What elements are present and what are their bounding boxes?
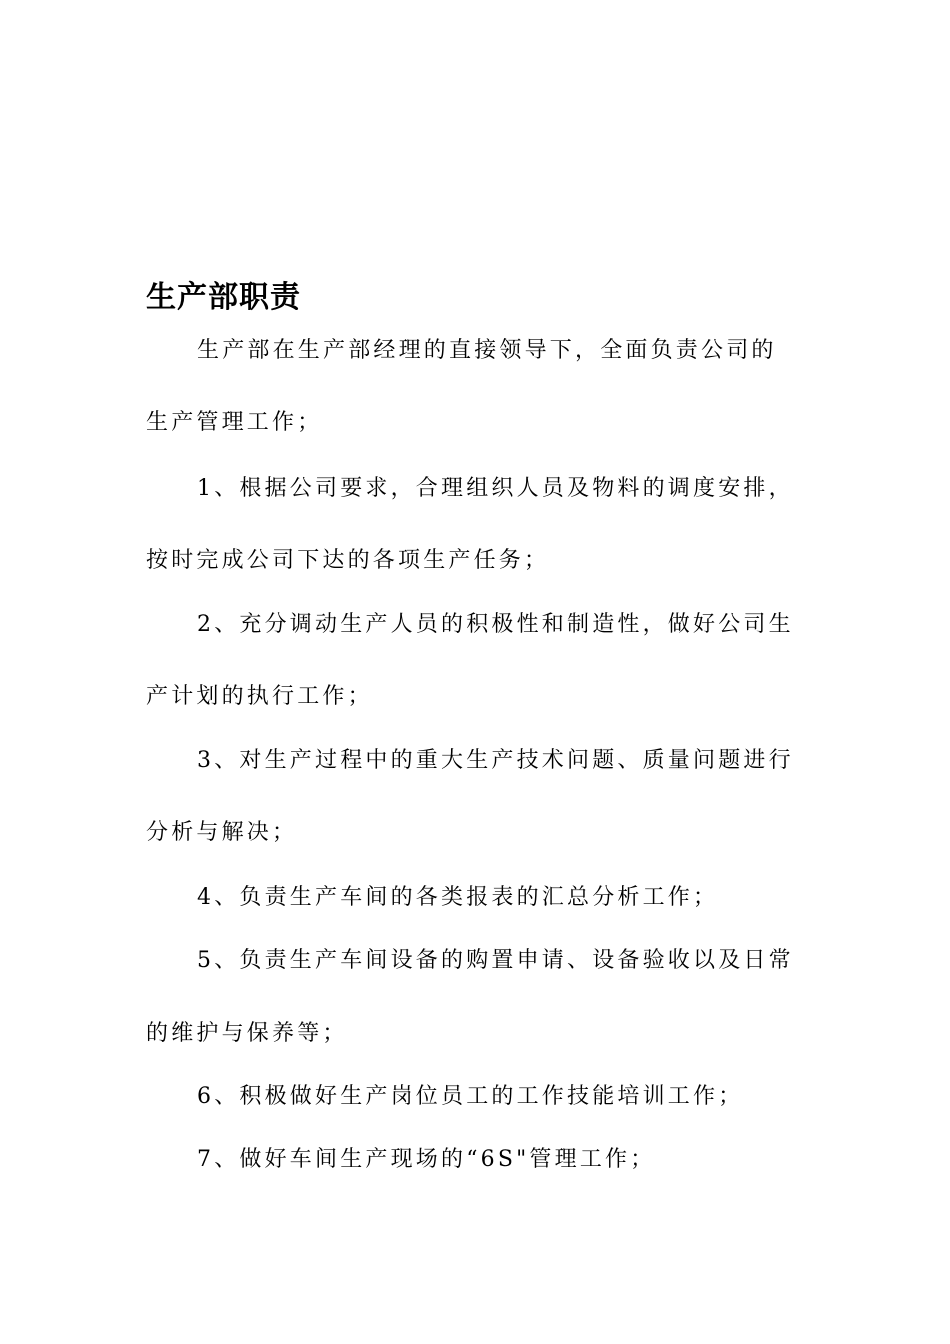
paragraph-line: 的维护与保养等；: [146, 1021, 348, 1046]
paragraph-line: 按时完成公司下达的各项生产任务；: [146, 548, 550, 573]
paragraph-line: 4、负责生产车间的各类报表的汇总分析工作；: [197, 885, 719, 910]
document-title: 生产部职责: [146, 280, 301, 315]
paragraph-line: 2、充分调动生产人员的积极性和制造性，做好公司生: [197, 612, 794, 637]
paragraph-line: 3、对生产过程中的重大生产技术问题、质量问题进行: [197, 748, 794, 773]
paragraph-line: 生产部在生产部经理的直接领导下，全面负责公司的: [197, 338, 777, 363]
paragraph-line: 6、积极做好生产岗位员工的工作技能培训工作；: [197, 1084, 744, 1109]
paragraph-line: 5、负责生产车间设备的购置申请、设备验收以及日常: [197, 948, 794, 973]
paragraph-line: 7、做好车间生产现场的“6S"管理工作；: [197, 1147, 656, 1172]
paragraph-line: 分析与解决；: [146, 820, 298, 845]
paragraph-line: 产计划的执行工作；: [146, 684, 373, 709]
paragraph-line: 1、根据公司要求，合理组织人员及物料的调度安排，: [197, 476, 794, 501]
paragraph-line: 生产管理工作；: [146, 410, 323, 435]
